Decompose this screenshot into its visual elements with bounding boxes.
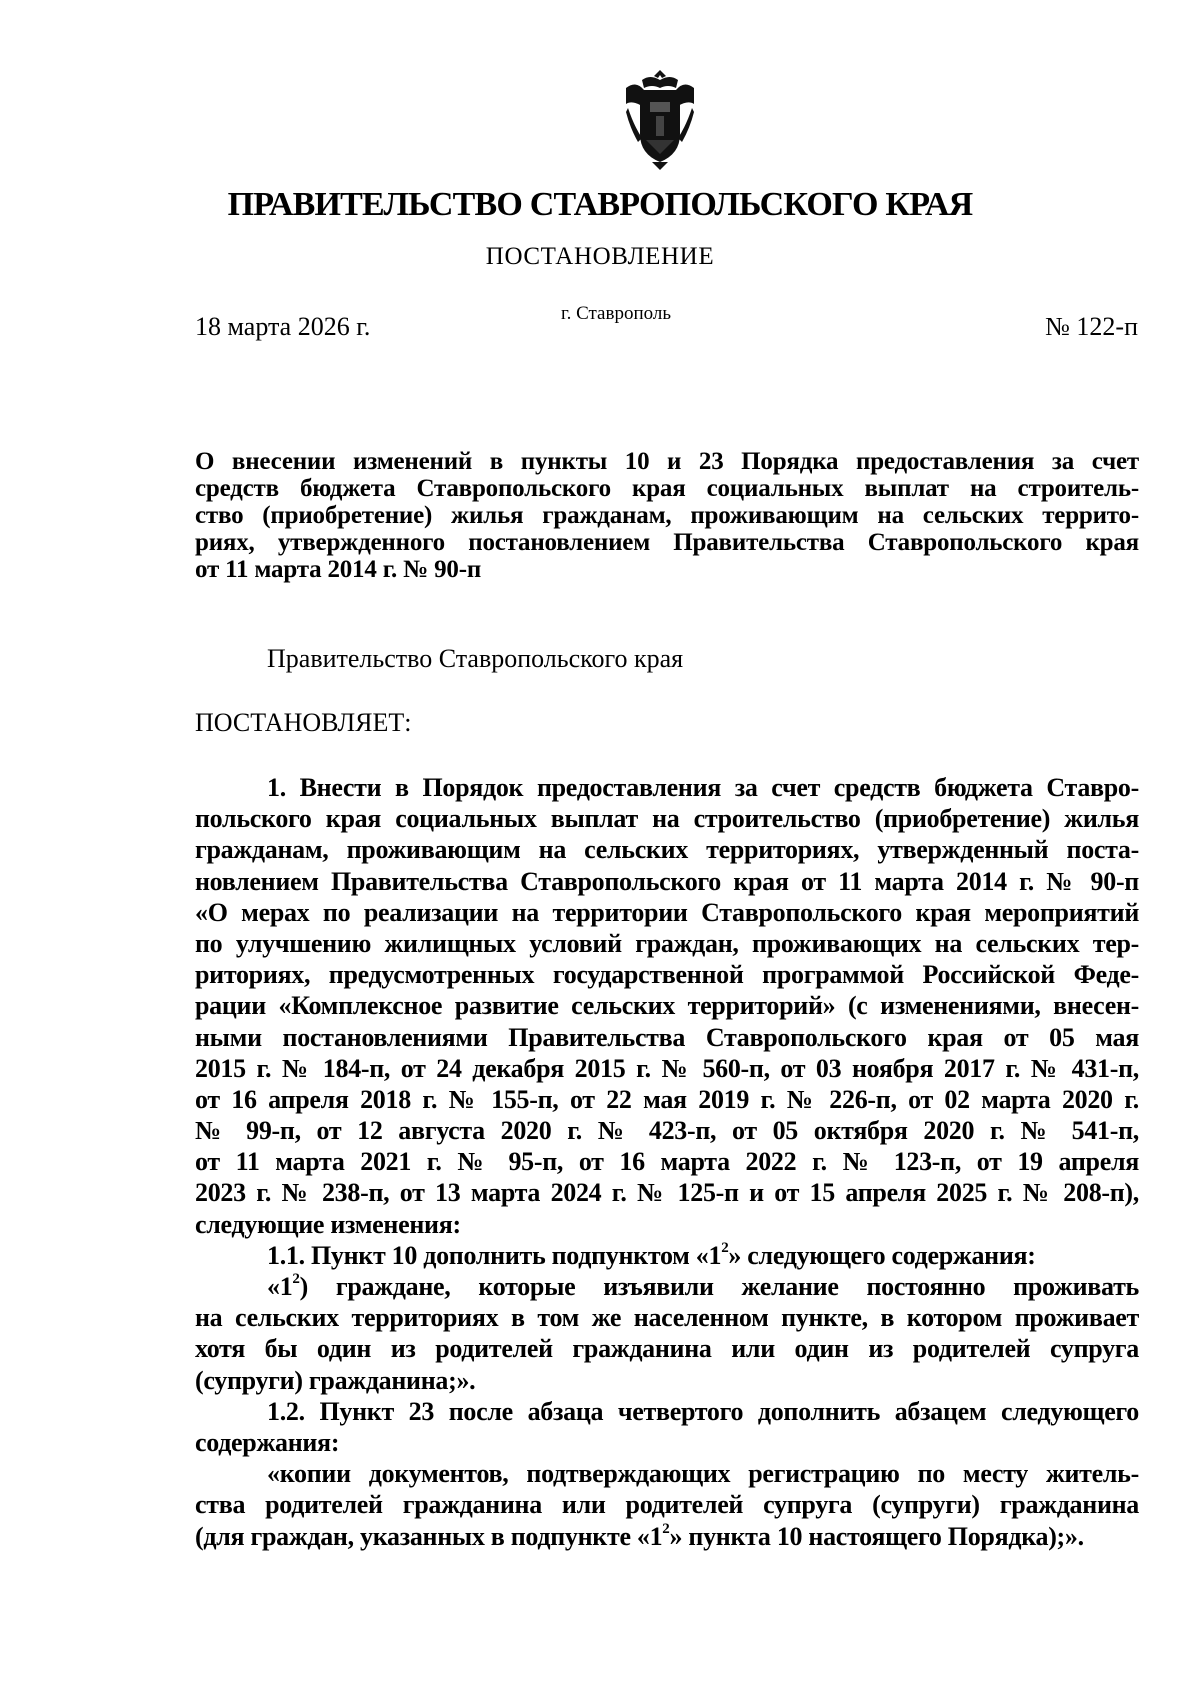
document-city: г. Ставрополь <box>560 303 672 324</box>
subject-line: от 11 марта 2014 г. № 90-п <box>195 556 482 583</box>
body-line: новлением Правительства Ставропольского края от 11 марта 2014 г. № 90-п <box>195 866 1139 896</box>
body-text: » пункта 10 настоящего Порядка);». <box>669 1521 1084 1551</box>
body-line: 1.2. Пункт 23 после абзаца четвертого дополнить абзацем следующего <box>267 1396 1139 1426</box>
body-line <box>195 1240 1139 1271</box>
body-text: (для граждан, указанных в подпункте «1 <box>195 1521 663 1551</box>
decree-word: ПОСТАНОВЛЯЕТ: <box>195 708 412 737</box>
body-line: ства родителей гражданина или родителей супруга (супруги) гражданина <box>195 1490 1139 1520</box>
body-line <box>195 1521 1139 1552</box>
body-line: риториях, предусмотренных государственной программой Российской Феде- <box>195 960 1139 990</box>
body-line: 1. Внести в Порядок предоставления за счет средств бюджета Ставро- <box>267 773 1139 802</box>
body-line: на сельских территориях в том же населенном пункте, в котором проживает <box>195 1303 1139 1333</box>
body-text: » следующего содержания: <box>728 1240 1036 1270</box>
body-line <box>195 1271 1139 1302</box>
body-line: (супруги) гражданина;». <box>195 1365 476 1395</box>
body-line: содержания: <box>195 1427 340 1457</box>
body-line: ными постановлениями Правительства Ставропольского края от 05 мая <box>195 1022 1139 1052</box>
body-line: рации «Комплексное развитие сельских территорий» (с изменениями, внесен- <box>195 991 1139 1021</box>
body-text-part: «1 <box>267 1272 293 1301</box>
document-type: ПОСТАНОВЛЕНИЕ <box>485 243 715 270</box>
body-line: от 11 марта 2021 г. № 95-п, от 16 марта 2022 г. № 123-п, от 19 апреля <box>195 1147 1139 1177</box>
body-text: ) граждане, которые изъявили желание постоянно проживать <box>299 1272 1139 1301</box>
government-title: ПРАВИТЕЛЬСТВО СТАВРОПОЛЬСКОГО КРАЯ <box>227 186 973 223</box>
body-line: 2015 г. № 184-п, от 24 декабря 2015 г. № 560-п, от 03 ноября 2017 г. № 431-п, <box>195 1053 1139 1083</box>
body-line: польского края социальных выплат на строительство (приобретение) жилья <box>195 804 1139 834</box>
subject-line: ство (приобретение) жилья гражданам, проживающим на сельских террито- <box>195 502 1139 529</box>
superscript: 2 <box>662 1520 670 1537</box>
body-text: 1.1. Пункт 10 дополнить подпунктом «1 <box>267 1240 722 1270</box>
body-line: по улучшению жилищных условий граждан, проживающих на сельских тер- <box>195 928 1139 958</box>
document-body <box>195 772 1139 1552</box>
body-line: гражданам, проживающим на сельских территориях, утвержденный поста- <box>195 835 1139 865</box>
body-line: хотя бы один из родителей гражданина или один из родителей супруга <box>195 1334 1139 1364</box>
subject-line: риях, утвержденного постановлением Правительства Ставропольского края <box>195 529 1139 556</box>
superscript: 2 <box>292 1271 300 1288</box>
body-text <box>267 1272 300 1301</box>
document-subject <box>195 448 1139 583</box>
coat-of-arms-emblem <box>622 66 698 172</box>
body-line: от 16 апреля 2018 г. № 155-п, от 22 мая 2019 г. № 226-п, от 02 марта 2020 г. <box>195 1084 1139 1114</box>
superscript: 2 <box>721 1240 729 1257</box>
body-line: следующие изменения: <box>195 1209 461 1239</box>
subject-line: средств бюджета Ставропольского края социальных выплат на строитель- <box>195 475 1139 502</box>
document-number: № 122-п <box>1045 312 1138 341</box>
body-line: № 99-п, от 12 августа 2020 г. № 423-п, от 05 октября 2020 г. № 541-п, <box>195 1116 1139 1146</box>
document-date: 18 марта 2026 г. <box>195 312 371 341</box>
body-line: 2023 г. № 238-п, от 13 марта 2024 г. № 125-п и от 15 апреля 2025 г. № 208-п), <box>195 1178 1139 1208</box>
subject-line: О внесении изменений в пункты 10 и 23 Порядка предоставления за счет <box>195 448 1139 475</box>
body-line: «копии документов, подтверждающих регистрацию по месту житель- <box>267 1459 1139 1489</box>
coat-of-arms-icon <box>622 66 698 172</box>
body-line: «О мерах по реализации на территории Ставропольского края мероприятий <box>195 897 1139 927</box>
government-name: Правительство Ставропольского края <box>267 644 684 673</box>
